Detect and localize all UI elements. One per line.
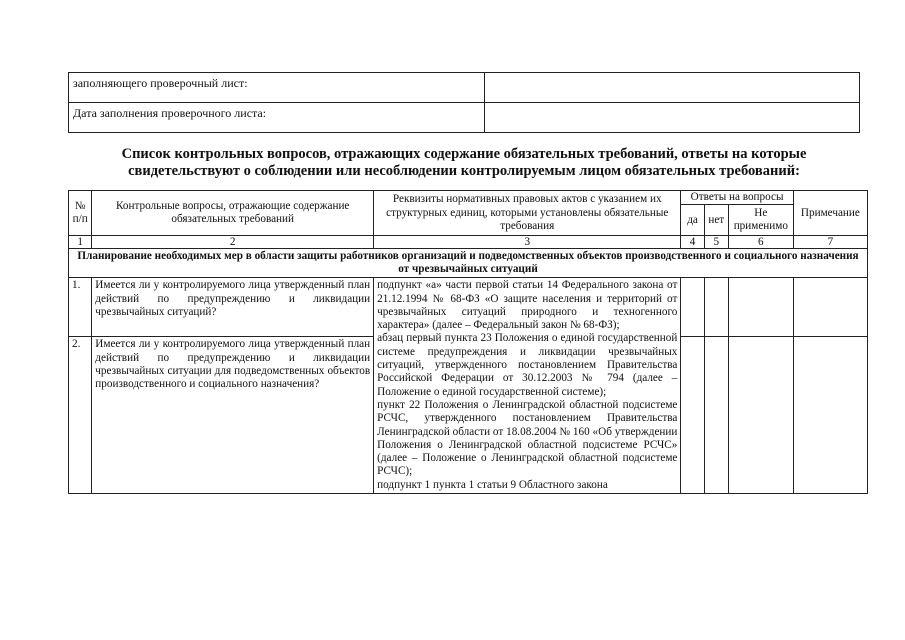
heading-line-1: Список контрольных вопросов, отражающих содержание обязательных требований, ответы на которые (121, 146, 807, 162)
info-value[interactable] (485, 103, 860, 133)
col-number: 7 (793, 236, 867, 249)
answer-na-cell[interactable] (728, 278, 793, 337)
row-number: 1. (69, 278, 92, 337)
answer-yes-cell[interactable] (681, 337, 704, 494)
requirement-item: пункт 22 Положения о Ленинградской областной подсистеме РСЧС, утвержденного постановлением Правительства Ленинградской области от 18.08.2004 № 160 «Об утверждении Положения о Ленинградской областной подсистеме РСЧС» (далее – Положение о Ленинградской областной подсистеме РСЧС); (377, 398, 678, 478)
header-no: нет (704, 205, 728, 236)
heading-line-2: свидетельствуют о соблюдении или несоблюдении контролируемым лицом обязательных требований: (128, 163, 800, 179)
header-na: Не применимо (728, 205, 793, 236)
answer-no-cell[interactable] (704, 337, 728, 494)
col-number: 6 (728, 236, 793, 249)
info-row (69, 103, 860, 133)
row-requirements (374, 278, 681, 494)
info-row (69, 73, 860, 103)
col-number: 2 (92, 236, 374, 249)
info-label: заполняющего проверочный лист: (69, 73, 485, 103)
requirement-item: подпункт «а» части первой статьи 14 Федерального закона от 21.12.1994 № 68-ФЗ «О защите населения и территорий от чрезвычайных ситуаций природного и техногенного характера» (далее – Федеральный закон № 68-ФЗ); (377, 279, 678, 332)
row-question: Имеется ли у контролируемого лица утвержденный план действий по предупреждению и ликвидации чрезвычайных ситуаций? (92, 278, 374, 337)
info-label: Дата заполнения проверочного листа: (69, 103, 485, 133)
table-row (69, 278, 868, 337)
header-answers: Ответы на вопросы (681, 191, 793, 205)
header-yes: да (681, 205, 704, 236)
column-numbers-row (69, 236, 868, 249)
list-heading (68, 146, 860, 180)
requirement-item: подпункт 1 пункта 1 статьи 9 Областного закона (377, 478, 608, 491)
note-cell[interactable] (793, 337, 867, 494)
header-num: № п/п (69, 191, 92, 236)
col-number: 1 (69, 236, 92, 249)
checklist-table (68, 190, 868, 494)
col-number: 5 (704, 236, 728, 249)
section-title: Планирование необходимых мер в области защиты работников организаций и подведомственных объектов производственного и социального назначения от чрезвычайных ситуаций (69, 249, 868, 278)
col-number: 4 (681, 236, 704, 249)
info-table (68, 72, 860, 133)
note-cell[interactable] (793, 278, 867, 337)
row-question: Имеется ли у контролируемого лица утвержденный план действий по предупреждению и ликвидации чрезвычайных ситуации для подведомственных объектов производственного и социального назначения? (92, 337, 374, 494)
header-note: Примечание (793, 191, 867, 236)
header-row (69, 191, 868, 205)
header-questions: Контрольные вопросы, отражающие содержание обязательных требований (92, 191, 374, 236)
header-requisites: Реквизиты нормативных правовых актов с указанием их структурных единиц, которыми установлены обязательные требования (374, 191, 681, 236)
info-value[interactable] (485, 73, 860, 103)
answer-na-cell[interactable] (728, 337, 793, 494)
answer-no-cell[interactable] (704, 278, 728, 337)
col-number: 3 (374, 236, 681, 249)
requirement-item: абзац первый пункта 23 Положения о единой государственной системе предупреждения и ликвидации чрезвычайных ситуаций, утвержденного постановлением Правительства Российской Федерации от 30.12.2003 № 794 (далее – Положение о единой государственной системе); (377, 332, 678, 398)
section-row (69, 249, 868, 278)
row-number: 2. (69, 337, 92, 494)
answer-yes-cell[interactable] (681, 278, 704, 337)
